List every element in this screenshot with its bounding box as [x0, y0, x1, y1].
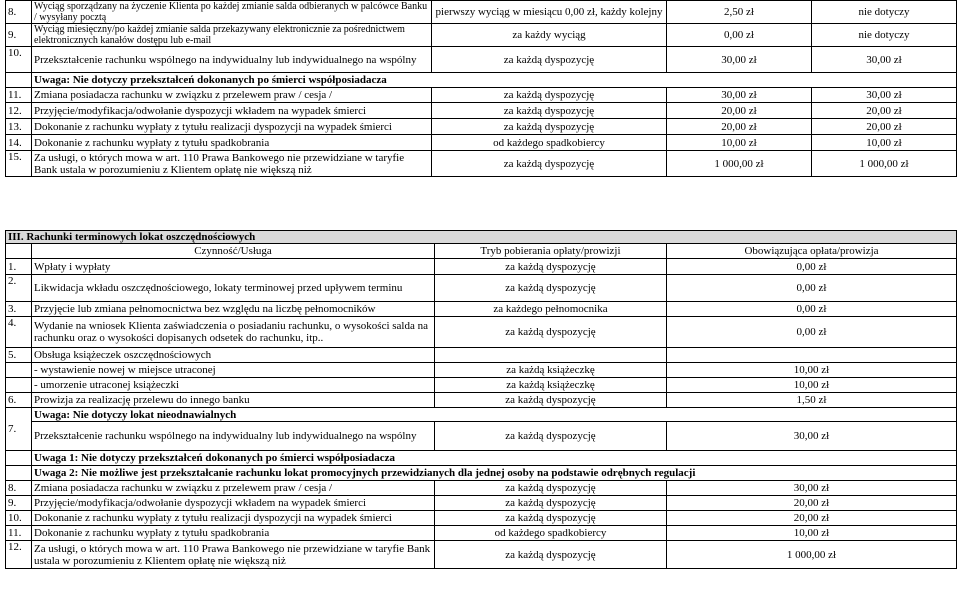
row-description: Przekształcenie rachunku wspólnego na indywidualny lub indywidualnego na wspólny — [32, 47, 432, 73]
row-fee: 30,00 zł — [667, 422, 957, 451]
row-number: 5. — [6, 348, 32, 363]
row-description: Obsługa książeczek oszczędnościowych — [32, 348, 435, 363]
row-number: 2. — [6, 275, 32, 302]
row-mode: za każdą dyspozycję — [435, 259, 667, 275]
row-mode: za każdą dyspozycję — [432, 103, 667, 119]
row-fee: 20,00 zł — [812, 119, 957, 135]
row-description: Wyciąg sporządzany na życzenie Klienta po każdej zmianie salda odbieranych w palcówce Banku / wysyłany pocztą — [32, 1, 432, 24]
row-description: Wydanie na wniosek Klienta zaświadczenia o posiadaniu rachunku, o wysokości salda na rachunku oraz o wysokości dopisanych odsetek do rachunku, itp.. — [32, 317, 435, 348]
table-row — [6, 511, 957, 526]
row-description: Za usługi, o których mowa w art. 110 Prawa Bankowego nie przewidziane w taryfie Bank ustala w porozumieniu z Klientem opłatę nie większą niż — [32, 541, 435, 569]
row-description: Przekształcenie rachunku wspólnego na indywidualny lub indywidualnego na wspólny — [32, 422, 435, 451]
row-fee: 30,00 zł — [667, 47, 812, 73]
table-row — [6, 151, 957, 177]
row-mode: za każdą dyspozycję — [432, 151, 667, 177]
row-fee: nie dotyczy — [812, 24, 957, 47]
note-row — [6, 408, 957, 422]
note-row — [6, 466, 957, 481]
table-row — [6, 1, 957, 24]
table-row — [6, 119, 957, 135]
row-mode: za każdą dyspozycję — [432, 119, 667, 135]
note-row — [6, 451, 957, 466]
row-number: 9. — [6, 496, 32, 511]
table-row — [6, 103, 957, 119]
column-header-fee: Obowiązująca opłata/prowizja — [667, 244, 957, 259]
row-fee: 30,00 zł — [812, 47, 957, 73]
row-description: Dokonanie z rachunku wypłaty z tytułu spadkobrania — [32, 526, 435, 541]
row-fee: 0,00 zł — [667, 275, 957, 302]
row-fee — [667, 348, 957, 363]
note-text: Uwaga: Nie dotyczy lokat nieodnawialnych — [32, 408, 957, 422]
row-number — [6, 378, 32, 393]
row-fee: 1 000,00 zł — [667, 151, 812, 177]
row-number: 10. — [6, 47, 32, 73]
row-mode: za każdą dyspozycję — [435, 422, 667, 451]
row-fee: 30,00 zł — [667, 88, 812, 103]
row-mode: od każdego spadkobiercy — [435, 526, 667, 541]
row-number: 13. — [6, 119, 32, 135]
row-fee: 10,00 zł — [667, 363, 957, 378]
row-mode: za każdą dyspozycję — [435, 275, 667, 302]
row-number — [6, 363, 32, 378]
table-row — [6, 393, 957, 408]
table-row — [6, 275, 957, 302]
row-number: 12. — [6, 541, 32, 569]
row-fee: 0,00 zł — [667, 259, 957, 275]
row-number: 3. — [6, 302, 32, 317]
section-title: III. Rachunki terminowych lokat oszczędnościowych — [6, 231, 957, 244]
row-number: 12. — [6, 103, 32, 119]
column-header-service: Czynność/Usługa — [32, 244, 435, 259]
row-description: Prowizja za realizację przelewu do innego banku — [32, 393, 435, 408]
row-description: - wystawienie nowej w miejsce utraconej — [32, 363, 435, 378]
row-fee: 30,00 zł — [667, 481, 957, 496]
row-fee: 1 000,00 zł — [667, 541, 957, 569]
row-description: Zmiana posiadacza rachunku w związku z przelewem praw / cesja / — [32, 481, 435, 496]
row-fee: 10,00 zł — [667, 526, 957, 541]
table-row — [6, 541, 957, 569]
row-number: 15. — [6, 151, 32, 177]
table-row — [6, 422, 957, 451]
row-number: 1. — [6, 259, 32, 275]
row-number: 10. — [6, 511, 32, 526]
row-number: 14. — [6, 135, 32, 151]
row-fee: 30,00 zł — [812, 88, 957, 103]
row-number: 6. — [6, 393, 32, 408]
row-description: Wyciąg miesięczny/po każdej zmianie salda przekazywany elektronicznie za pośrednictwem elektronicznych kanałów dostępu lub e-mail — [32, 24, 432, 47]
row-mode: za każdą dyspozycję — [432, 47, 667, 73]
row-mode — [435, 348, 667, 363]
row-mode: od każdego spadkobiercy — [432, 135, 667, 151]
row-number: 8. — [6, 1, 32, 24]
row-fee: 0,00 zł — [667, 24, 812, 47]
row-fee: nie dotyczy — [812, 1, 957, 24]
row-fee: 1 000,00 zł — [812, 151, 957, 177]
table-row — [6, 348, 957, 363]
row-mode: za każdą dyspozycję — [435, 317, 667, 348]
row-fee: 1,50 zł — [667, 393, 957, 408]
row-mode: za każdą dyspozycję — [435, 496, 667, 511]
table-row — [6, 496, 957, 511]
table-row — [6, 302, 957, 317]
row-mode: za każdego pełnomocnika — [435, 302, 667, 317]
row-description: Dokonanie z rachunku wypłaty z tytułu spadkobrania — [32, 135, 432, 151]
row-description: Zmiana posiadacza rachunku w związku z przelewem praw / cesja / — [32, 88, 432, 103]
row-description: Za usługi, o których mowa w art. 110 Prawa Bankowego nie przewidziane w taryfie Bank ustala w porozumieniu z Klientem opłatę nie większą niż — [32, 151, 432, 177]
table-row — [6, 24, 957, 47]
section-title-row — [6, 231, 957, 244]
row-mode: za każdą książeczkę — [435, 363, 667, 378]
row-number: 9. — [6, 24, 32, 47]
row-description: Likwidacja wkładu oszczędnościowego, lokaty terminowej przed upływem terminu — [32, 275, 435, 302]
row-number: 11. — [6, 526, 32, 541]
note-text: Uwaga: Nie dotyczy przekształceń dokonanych po śmierci współposiadacza — [32, 73, 957, 88]
row-fee: 20,00 zł — [667, 119, 812, 135]
note-row — [6, 73, 957, 88]
row-description: Przyjęcie/modyfikacja/odwołanie dyspozycji wkładem na wypadek śmierci — [32, 103, 432, 119]
row-fee: 0,00 zł — [667, 302, 957, 317]
row-fee: 10,00 zł — [667, 135, 812, 151]
table-row — [6, 135, 957, 151]
row-mode: za każdy wyciąg — [432, 24, 667, 47]
note-text: Uwaga 2: Nie możliwe jest przekształcanie rachunku lokat promocyjnych przewidzianych dla jednej osoby na podstawie odrębnych regulacji — [32, 466, 957, 481]
row-mode: za każdą dyspozycję — [435, 393, 667, 408]
row-fee: 10,00 zł — [812, 135, 957, 151]
column-header-mode: Tryb pobierania opłaty/prowizji — [435, 244, 667, 259]
row-fee: 20,00 zł — [667, 511, 957, 526]
row-description: Wpłaty i wypłaty — [32, 259, 435, 275]
table-row — [6, 317, 957, 348]
table-row — [6, 259, 957, 275]
note-text: Uwaga 1: Nie dotyczy przekształceń dokonanych po śmierci współposiadacza — [32, 451, 957, 466]
table-row — [6, 47, 957, 73]
row-mode: za każdą dyspozycję — [432, 88, 667, 103]
top-fee-table — [5, 0, 956, 177]
row-mode: za każdą dyspozycję — [435, 481, 667, 496]
row-fee: 20,00 zł — [667, 103, 812, 119]
row-mode: pierwszy wyciąg w miesiącu 0,00 zł, każdy kolejny — [432, 1, 667, 24]
row-fee: 20,00 zł — [667, 496, 957, 511]
row-number: 8. — [6, 481, 32, 496]
row-description: Dokonanie z rachunku wypłaty z tytułu realizacji dyspozycji na wypadek śmierci — [32, 119, 432, 135]
section-iii-table — [5, 230, 956, 569]
row-fee: 2,50 zł — [667, 1, 812, 24]
row-number: 4. — [6, 317, 32, 348]
header-row — [6, 244, 957, 259]
row-fee: 0,00 zł — [667, 317, 957, 348]
table-row — [6, 88, 957, 103]
table-row — [6, 378, 957, 393]
row-mode: za każdą dyspozycję — [435, 511, 667, 526]
row-description: Przyjęcie lub zmiana pełnomocnictwa bez względu na liczbę pełnomocników — [32, 302, 435, 317]
row-fee: 20,00 zł — [812, 103, 957, 119]
row-description: Przyjęcie/modyfikacja/odwołanie dyspozycji wkładem na wypadek śmierci — [32, 496, 435, 511]
row-mode: za każdą dyspozycję — [435, 541, 667, 569]
row-number: 7. — [6, 408, 32, 451]
table-row — [6, 363, 957, 378]
row-mode: za każdą książeczkę — [435, 378, 667, 393]
table-row — [6, 481, 957, 496]
row-description: Dokonanie z rachunku wypłaty z tytułu realizacji dyspozycji na wypadek śmierci — [32, 511, 435, 526]
row-fee: 10,00 zł — [667, 378, 957, 393]
row-description: - umorzenie utraconej książeczki — [32, 378, 435, 393]
row-number: 11. — [6, 88, 32, 103]
table-row — [6, 526, 957, 541]
